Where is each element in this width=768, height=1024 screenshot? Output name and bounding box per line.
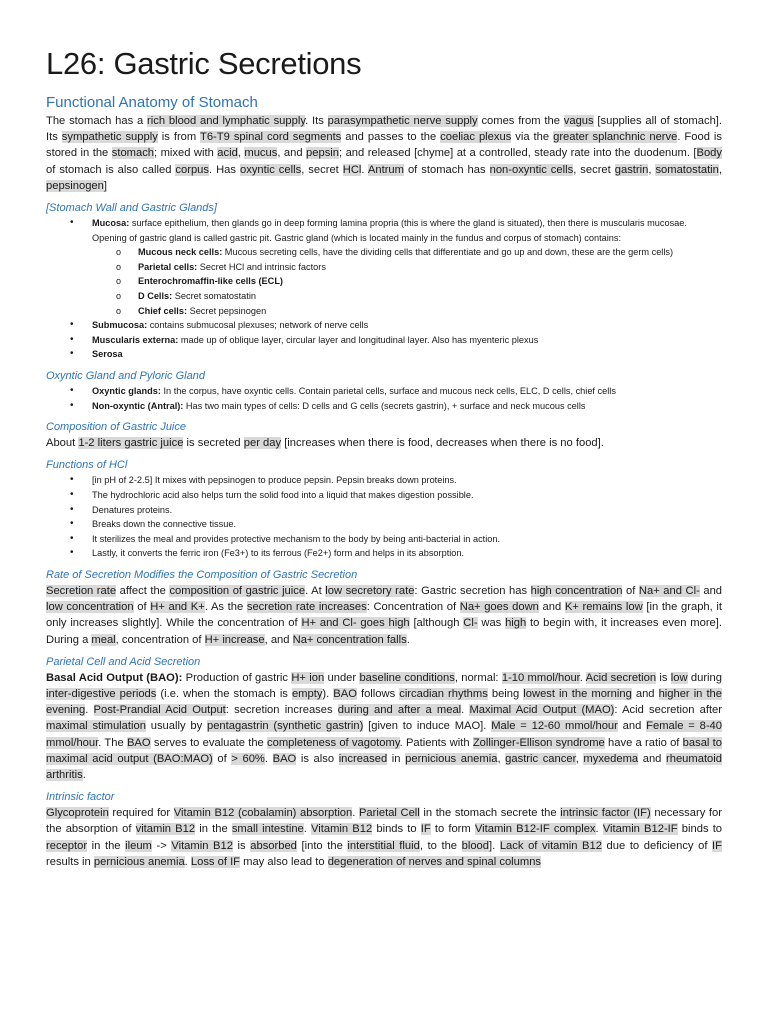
highlighted-term: Na+ concentration falls — [292, 633, 407, 646]
anatomy-paragraph — [46, 113, 722, 194]
mucosa-text: surface epithelium, then glands go in deep forming lamina propria (this is where the gland is situated), then there is muscularis mucosae. Opening of gastric gland is called gastric pit. Gastric gland (which is located mainly in the fundus and corpus of stomach) contains: — [92, 218, 687, 243]
highlighted-term: acid — [217, 147, 238, 160]
highlighted-term: parasympathetic nerve supply — [327, 115, 478, 127]
highlighted-term: coeliac plexus — [440, 131, 512, 144]
text-run: . — [82, 768, 86, 781]
text-run: , — [497, 752, 506, 765]
layer-label: Submucosa: — [92, 320, 148, 331]
text-run: , — [237, 147, 245, 160]
highlighted-term: Acid secretion — [585, 671, 657, 684]
text-run: necessary for the absorption of — [46, 807, 722, 836]
text-run: . Has — [209, 163, 240, 176]
text-run: , secret — [301, 163, 343, 176]
text-run: of — [622, 584, 639, 597]
highlighted-term: IF — [712, 839, 722, 852]
text-run: , normal: — [454, 671, 502, 684]
text-run: . — [579, 671, 586, 684]
text-run: required for — [108, 807, 174, 820]
text-run: [increases when there is food, decreases when there is no food]. — [281, 437, 604, 450]
text-run: , and — [264, 633, 293, 646]
text-run: . At — [305, 584, 326, 597]
highlighted-term: pepsinogen — [46, 179, 104, 192]
rate-paragraph — [46, 583, 722, 648]
bold-term: Basal Acid Output (BAO): — [46, 671, 183, 684]
text-run: . — [352, 807, 359, 820]
highlighted-term: IF — [420, 823, 431, 836]
text-run: is secreted — [183, 437, 244, 450]
highlighted-term: pepsin — [306, 147, 339, 160]
text-run: under — [324, 671, 360, 684]
section-heading-intrinsic: Intrinsic factor — [46, 791, 115, 804]
highlighted-term: per day — [243, 437, 282, 450]
layer-text: made up of oblique layer, circular layer and longitudinal layer. Also has myenteric plexus — [178, 334, 539, 345]
text-run: may also lead to — [240, 855, 328, 868]
cell-text: Secret somatostatin — [172, 290, 256, 301]
text-run: , — [648, 163, 656, 176]
highlighted-term: Post-Prandial Acid Output — [93, 704, 226, 717]
text-run: usually by — [145, 720, 207, 733]
text-run: of — [212, 752, 232, 765]
text-run: . — [461, 704, 470, 717]
text-run: and passes to the — [341, 131, 441, 144]
text-run: and — [638, 752, 667, 765]
section-heading-stomach-wall: [Stomach Wall and Gastric Glands] — [46, 202, 217, 215]
highlighted-term: Glycoprotein — [46, 807, 109, 820]
oxyntic-list — [46, 384, 722, 413]
list-item — [92, 274, 722, 289]
highlighted-term: Cl- — [463, 617, 478, 630]
section-heading-rate: Rate of Secretion Modifies the Composition of Gastric Secretion — [46, 568, 358, 581]
highlighted-term: basal to maximal acid output (BAO:MAO) — [46, 736, 723, 765]
list-item: • Lastly, it converts the ferric iron (Fe3+) to its ferrous (Fe2+) form and helps in its absorption. — [46, 546, 722, 561]
text-run: [in the graph, it only increases slightly]. While the concentration of — [46, 601, 722, 630]
highlighted-term: Lack of vitamin B12 — [499, 839, 602, 852]
text-run: serves to evaluate the — [150, 736, 268, 749]
text-run: in the stomach secrete the — [419, 807, 561, 820]
highlighted-term: baseline conditions — [359, 671, 455, 684]
text-run: [into the — [296, 839, 348, 852]
highlighted-term: low secretory rate — [325, 584, 415, 597]
text-run: and — [538, 601, 565, 614]
text-run: : Acid secretion after — [614, 704, 723, 717]
highlighted-term: pernicious anemia — [405, 752, 498, 765]
highlighted-term: Vitamin B12-IF — [602, 823, 678, 836]
highlighted-term: BAO — [126, 736, 151, 749]
text-run: . As the — [204, 601, 247, 614]
highlighted-term: circadian rhythms — [399, 687, 488, 700]
intrinsic-paragraph — [46, 805, 722, 870]
text-run: of stomach is also called — [46, 163, 176, 176]
text-run: , — [718, 163, 722, 176]
list-item: • [in pH of 2-2.5] It mixes with pepsinogen to produce pepsin. Pepsin breaks down proteins. — [46, 473, 722, 488]
highlighted-term: Parietal Cell — [358, 807, 420, 820]
section-heading-anatomy: Functional Anatomy of Stomach — [46, 94, 258, 111]
list-item — [92, 304, 722, 319]
list-item: • The hydrochloric acid also helps turn the solid food into a liquid that makes digestion possible. — [46, 488, 722, 503]
highlighted-term: H+ ion — [291, 671, 325, 684]
highlighted-term: BAO — [333, 687, 357, 700]
highlighted-term: gastric cancer — [505, 752, 576, 765]
text-run: comes from the — [477, 115, 564, 127]
highlighted-term: during and after a meal — [337, 704, 462, 717]
text-run: is also — [296, 752, 339, 765]
text-run: is — [656, 671, 671, 684]
highlighted-term: HCl — [342, 163, 362, 176]
highlighted-term: rich blood and lymphatic supply — [147, 115, 306, 127]
gland-label: Oxyntic glands: — [92, 385, 161, 396]
text-run: [supplies all of stomach]. Its — [46, 115, 723, 144]
highlighted-term: pentagastrin (synthetic gastrin) — [206, 720, 364, 733]
text-run: results in — [46, 855, 94, 868]
gland-cells-list — [92, 245, 722, 318]
text-run: . Its — [305, 115, 328, 127]
highlighted-term: maximal stimulation — [46, 720, 146, 733]
text-run: is from — [157, 131, 200, 144]
gland-text: Has two main types of cells: D cells and G cells (secrets gastrin), + surface and neck mucous cells — [183, 400, 586, 411]
highlighted-term: high concentration — [530, 584, 623, 597]
text-run: ). — [322, 687, 334, 700]
highlighted-term: completeness of vagotomy — [267, 736, 400, 749]
highlighted-term: 1-2 liters gastric juice — [78, 437, 184, 450]
highlighted-term: intrinsic factor (IF) — [560, 807, 651, 820]
composition-paragraph — [46, 435, 722, 451]
highlighted-term: gastrin — [614, 163, 649, 176]
highlighted-term: BAO — [272, 752, 297, 765]
cell-label: Chief cells: — [138, 305, 188, 316]
text-run: affect the — [116, 584, 170, 597]
highlighted-term: pernicious anemia — [93, 855, 185, 868]
text-run: About — [46, 437, 79, 450]
text-run: -> — [151, 839, 172, 852]
text-run: , concentration of — [115, 633, 205, 646]
list-item: • Breaks down the connective tissue. — [46, 517, 722, 532]
highlighted-term: Antrum — [367, 163, 404, 176]
text-run: : Gastric secretion has — [414, 584, 531, 597]
highlighted-term: H+ and K+ — [150, 601, 205, 614]
text-run: ; mixed with — [154, 147, 218, 160]
cell-text: Secret HCl and intrinsic factors — [197, 261, 326, 272]
highlighted-term: low concentration — [46, 601, 134, 614]
text-run: follows — [356, 687, 400, 700]
cell-label: Enterochromaffin-like cells (ECL) — [138, 276, 283, 287]
highlighted-term: blood — [461, 839, 489, 852]
highlighted-term: rheumatoid arthritis — [46, 752, 722, 781]
list-item — [46, 399, 722, 414]
highlighted-term: myxedema — [583, 752, 639, 765]
text-run: during — [687, 671, 722, 684]
text-run: is — [232, 839, 251, 852]
text-run: The stomach has a — [46, 115, 148, 127]
list-item: • Denatures proteins. — [46, 503, 722, 518]
layer-label: Muscularis externa: — [92, 334, 179, 345]
text-run: via the — [511, 131, 554, 144]
highlighted-term: Secretion rate — [46, 584, 117, 597]
text-run: , secret — [573, 163, 615, 176]
highlighted-term: corpus — [175, 163, 209, 176]
text-run: . — [303, 823, 312, 836]
highlighted-term: higher in the evening — [46, 687, 723, 717]
list-item-mucosa — [46, 216, 722, 318]
cell-label: Parietal cells: — [138, 261, 198, 272]
text-run: . — [595, 823, 603, 836]
section-heading-parietal: Parietal Cell and Acid Secretion — [46, 655, 201, 668]
highlighted-term: receptor — [46, 839, 88, 852]
highlighted-term: Na+ goes down — [459, 601, 539, 614]
highlighted-term: Zollinger-Ellison syndrome — [472, 736, 605, 749]
cell-label: D Cells: — [138, 290, 173, 301]
document-page — [46, 46, 722, 870]
text-run: , — [575, 752, 584, 765]
highlighted-term: Loss of IF — [190, 855, 241, 868]
cell-text: Secret pepsinogen — [187, 305, 267, 316]
text-run: : secretion increases — [225, 704, 338, 717]
highlighted-term: small intestine — [231, 823, 304, 836]
text-run: , and — [277, 147, 307, 160]
text-run: , to the — [419, 839, 462, 852]
layer-text: contains submucosal plexuses; network of nerve cells — [147, 320, 369, 331]
highlighted-term: Vitamin B12 — [171, 839, 233, 852]
highlighted-term: H+ and Cl- goes high — [301, 617, 410, 630]
text-run: and — [617, 720, 647, 733]
text-run: ; and released [chyme] at a controlled, steady rate into the duodenum. [ — [339, 147, 697, 160]
text-run: of — [133, 601, 151, 614]
text-run: to begin with, it increases even more]. During a — [46, 617, 722, 646]
list-item — [46, 384, 722, 399]
text-run: to form — [430, 823, 475, 836]
highlighted-term: non-oxyntic cells — [489, 163, 574, 176]
text-run: [although — [409, 617, 464, 630]
highlighted-term: K+ remains low — [564, 601, 643, 614]
text-run: . — [85, 704, 94, 717]
text-run: due to deficiency of — [601, 839, 713, 852]
list-item — [46, 347, 722, 362]
section-heading-hcl: Functions of HCl — [46, 459, 128, 472]
list-item — [92, 260, 722, 275]
text-run: . Patients with — [399, 736, 473, 749]
highlighted-term: vagus — [563, 115, 594, 127]
highlighted-term: > 60% — [231, 752, 265, 765]
mucosa-label: Mucosa: — [92, 218, 130, 229]
text-run: and — [699, 584, 723, 597]
highlighted-term: oxyntic cells — [240, 163, 302, 176]
highlighted-term: Vitamin B12 (cobalamin) absorption — [173, 807, 353, 820]
highlighted-term: ileum — [125, 839, 152, 852]
highlighted-term: vitamin B12 — [135, 823, 196, 836]
text-run: . — [361, 163, 368, 176]
highlighted-term: T6-T9 spinal cord segments — [200, 131, 342, 144]
text-run: have a ratio of — [604, 736, 683, 749]
highlighted-term: empty — [291, 687, 323, 700]
text-run: binds to — [372, 823, 421, 836]
text-run: was — [477, 617, 506, 630]
list-item — [46, 333, 722, 348]
text-run: in the — [87, 839, 126, 852]
text-run: : Concentration of — [366, 601, 460, 614]
text-run: (i.e. when the stomach is — [156, 687, 292, 700]
list-item — [92, 245, 722, 260]
highlighted-term: composition of gastric juice — [169, 584, 306, 597]
highlighted-term: meal — [91, 633, 116, 646]
highlighted-term: mucus — [244, 147, 278, 160]
text-run: . Food is stored in the — [46, 131, 722, 160]
text-run: of stomach has — [403, 163, 490, 176]
gland-text: In the corpus, have oxyntic cells. Contain parietal cells, surface and mucous neck cells, ELC, D cells, chief cells — [160, 385, 616, 396]
section-heading-oxyntic: Oxyntic Gland and Pyloric Gland — [46, 369, 205, 382]
section-heading-composition: Composition of Gastric Juice — [46, 421, 186, 434]
highlighted-term: absorbed — [250, 839, 297, 852]
text-run: in — [387, 752, 406, 765]
highlighted-term: high — [505, 617, 527, 630]
highlighted-term: inter-digestive periods — [46, 687, 157, 700]
text-run: Production of gastric — [182, 671, 292, 684]
highlighted-term: Body — [696, 147, 722, 160]
highlighted-term: sympathetic supply — [61, 131, 158, 144]
list-item — [92, 289, 722, 304]
highlighted-term: low — [670, 671, 688, 684]
highlighted-term: greater splanchnic nerve — [553, 131, 678, 144]
highlighted-term: Female = 8-40 mmol/hour — [46, 720, 722, 749]
text-run: in the — [195, 823, 232, 836]
text-run: [given to induce MAO]. — [363, 720, 492, 733]
highlighted-term: Vitamin B12-IF complex — [474, 823, 596, 836]
text-run: binds to — [677, 823, 723, 836]
highlighted-term: Na+ and Cl- — [638, 584, 700, 597]
text-run: . The — [98, 736, 127, 749]
highlighted-term: interstitial fluid — [347, 839, 420, 852]
cell-text: Mucous secreting cells, have the dividing cells that differentiate and go up and down, these are the germ cells) — [222, 247, 674, 258]
cell-label: Mucous neck cells: — [138, 247, 223, 258]
highlighted-term: Maximal Acid Output (MAO) — [469, 704, 615, 717]
highlighted-term: increased — [338, 752, 388, 765]
text-run: and — [631, 687, 659, 700]
highlighted-term: somatostatin — [655, 163, 719, 176]
text-run: ] — [103, 179, 107, 192]
highlighted-term: Male = 12-60 mmol/hour — [491, 720, 618, 733]
highlighted-term: lowest in the morning — [523, 687, 632, 700]
text-run: . — [184, 855, 191, 868]
text-run: ]. — [489, 839, 500, 852]
stomach-wall-list — [46, 216, 722, 362]
text-run: . — [264, 752, 273, 765]
gland-label: Non-oxyntic (Antral): — [92, 400, 184, 411]
layer-label: Serosa — [92, 349, 123, 360]
text-run: . — [406, 633, 410, 646]
parietal-paragraph — [46, 670, 722, 783]
text-run: being — [487, 687, 524, 700]
highlighted-term: secretion rate increases — [246, 601, 367, 614]
list-item: • It sterilizes the meal and provides protective mechanism to the body by being anti-bacterial in action. — [46, 532, 722, 547]
highlighted-term: H+ increase — [204, 633, 265, 646]
highlighted-term: 1-10 mmol/hour — [501, 671, 580, 684]
page-title: L26: Gastric Secretions — [46, 46, 362, 81]
highlighted-term: degeneration of nerves and spinal columns — [327, 855, 542, 868]
list-item — [46, 318, 722, 333]
highlighted-term: stomach — [111, 147, 155, 160]
hcl-functions-list — [46, 473, 722, 561]
highlighted-term: Vitamin B12 — [311, 823, 373, 836]
